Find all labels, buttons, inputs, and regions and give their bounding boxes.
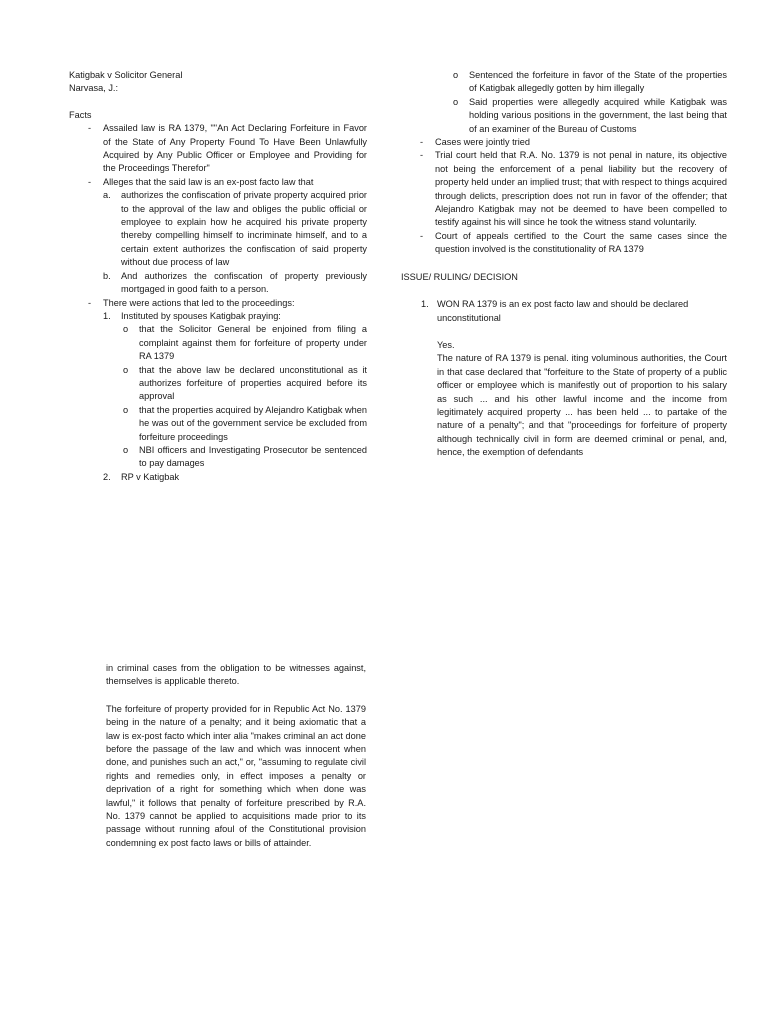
case-title: Katigbak v Solicitor General — [69, 70, 183, 80]
fact-text: There were actions that led to the proceedings: — [103, 297, 295, 308]
issue-list — [401, 298, 727, 459]
prayers-list — [121, 323, 367, 470]
issue-item — [401, 298, 727, 459]
continuation-paragraph: The forfeiture of property provided for in Republic Act No. 1379 being in the nature of a penalty; and it being axiomatic that a law is ex-post facto which inter alia "makes criminal an act done before the passage of the law and which was innocent when done, and punishes such an act," or, "assuming to regulate civil rights and remedies only, in effect imposes a penalty or deprivation of a right for something which when done was lawful," it follows that penalty of forfeiture prescribed by R.A. No. 1379 cannot be applied to acquisitions made prior to its passage without running afoul of the Constitutional provision condemning ex post facto laws or bills of attainder. — [106, 703, 366, 848]
list-marker: 1. — [421, 299, 429, 310]
alleges-text: And authorizes the confiscation of property previously mortgaged in good faith to a person. — [121, 270, 367, 295]
alleges-item — [103, 189, 367, 269]
alleges-text: authorizes the confiscation of private property acquired prior to the approval of the law and obliges the public official or employee to explain how he acquired his private property thereby compelling himself to incriminate himself, and to a certain extent authorizes the confiscation of said property without due process of law — [121, 190, 367, 268]
rp-item: o Said properties were allegedly acquired while Katigbak was holding various positions in the government, the last being that of an examiner of the Bureau of Customs — [451, 96, 727, 136]
list-marker: 1. — [103, 310, 111, 321]
list-marker: a. — [103, 190, 111, 201]
prayer-item: o that the above law be declared unconstitutional as it authorizes forfeiture of properties acquired before its approval — [121, 364, 367, 404]
fact-text: Alleges that the said law is an ex-post facto law that — [103, 176, 314, 187]
fact-item — [69, 176, 367, 297]
fact-item — [69, 122, 367, 176]
facts-list — [69, 122, 367, 484]
fact-item — [69, 297, 367, 485]
alleges-list — [103, 189, 367, 296]
prayer-item: o that the Solicitor General be enjoined from filing a complaint against them for forfeiture of property under RA 1379 — [121, 323, 367, 363]
actions-list — [103, 310, 367, 484]
prayer-item: o NBI officers and Investigating Prosecutor be sentenced to pay damages — [121, 444, 367, 471]
right-column — [401, 69, 727, 460]
issue-text: WON RA 1379 is an ex post facto law and should be declared unconstitutional — [437, 299, 689, 323]
action-item — [103, 471, 367, 484]
proceedings-item: - Trial court held that R.A. No. 1379 is not penal in nature, its objective not being the enforcement of a penal liability but the recovery of property held under an implied trust; that with respect to things acquired through delicts, prescription does not run in favor of the offender; that Alejandro Katigbak may not be deemed to have been compelled to testify against his will since he took the witness stand voluntarily. — [401, 149, 727, 229]
answer: Yes. — [437, 339, 455, 350]
proceedings-item: - Court of appeals certified to the Court the same cases since the question involved is the constitutionality of RA 1379 — [401, 230, 727, 257]
action-item — [103, 310, 367, 471]
justice: Narvasa, J.: — [69, 83, 119, 94]
proceedings-list — [401, 136, 727, 257]
rp-list — [451, 69, 727, 136]
action-text: RP v Katigbak — [121, 471, 180, 482]
list-marker: 2. — [103, 471, 111, 482]
action-text: Instituted by spouses Katigbak praying: — [121, 310, 281, 321]
list-marker: b. — [103, 270, 111, 281]
proceedings-item: - Cases were jointly tried — [401, 136, 727, 149]
rp-item: o Sentenced the forfeiture in favor of the State of the properties of Katigbak allegedly gotten by him illegally — [451, 69, 727, 96]
fact-text: Assailed law is RA 1379, ""An Act Declaring Forfeiture in Favor of the State of Any Property Found To Have Been Unlawfully Acquired by Any Public Officer or Employee and Providing for the Proceedings Therefor" — [103, 123, 367, 174]
left-column — [69, 69, 367, 484]
ruling-paragraph: The nature of RA 1379 is penal. iting voluminous authorities, the Court in that case declared that "forfeiture to the State of property of a public officer or employee which is manifestly out of proportion to his salary as such ... and his other lawful income and the income from legitimately acquired property ... has been held ... to partake of the nature of a penalty"; and that "proceedings for forfeiture of property although technically civil in form are deemed criminal or penal, and, hence, the exemption of defendants — [437, 353, 727, 458]
continuation-column — [106, 662, 366, 850]
alleges-item — [103, 270, 367, 297]
facts-heading: Facts — [69, 109, 92, 120]
issue-heading: ISSUE/ RULING/ DECISION — [401, 271, 518, 282]
continuation-paragraph: in criminal cases from the obligation to be witnesses against, themselves is applicable thereto. — [106, 663, 366, 687]
prayer-item: o that the properties acquired by Alejandro Katigbak when he was out of the government service be excluded from forfeiture proceedings — [121, 404, 367, 444]
